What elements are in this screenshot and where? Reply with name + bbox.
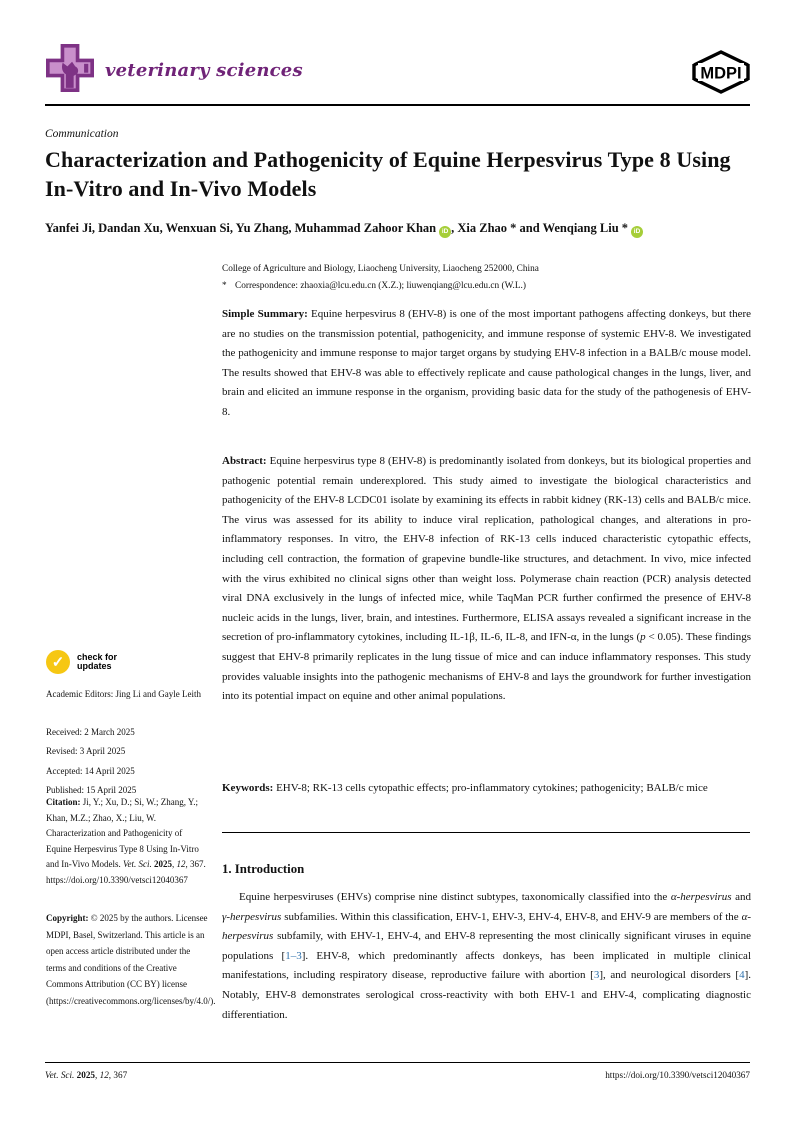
copyright-block: Copyright: © 2025 by the authors. Licensee MDPI, Basel, Switzerland. This article is an open access article distributed under the terms and conditions of the Creative Commons Attribution (CC BY) license (https://creativecommons.org/licenses/by/4.0/).: [46, 913, 216, 1006]
reference-link[interactable]: 4: [739, 969, 745, 982]
reference-link[interactable]: 3: [593, 969, 600, 982]
orcid-icon[interactable]: iD: [631, 226, 643, 238]
keywords: Keywords: EHV-8; RK-13 cells cytopathic effects; pro-inflammatory cytokines; pathogenicity; BALB/c mice: [222, 782, 708, 794]
correspondence-line: [222, 278, 751, 295]
introduction-paragraph: Equine herpesviruses (EHVs) comprise nine distinct subtypes, taxonomically classified into the α-herpesvirus and γ-herpesvirus subfamilies. Within this classification, EHV-1, EHV-3, EHV-4, EHV-8, and EHV-9 are members of the α-herpesvirus subfamily, with EHV-1, EHV-4, and EHV-8 representing the most clinically significant viruses in equine populations [1–3]. EHV-8, which predominantly affects donkeys, has been implicated in multiple clinical manifestations, including respiratory disease, reproductive failure with abortion [3], and neurological disorders [4]. Notably, EHV-8 demonstrates serological cross-reactivity with both EHV-1 and EHV-4, complicating diagnostic differentiation.: [222, 891, 752, 1021]
academic-editors: Academic Editors: Jing Li and Gayle Leith: [46, 689, 201, 699]
affiliation-block: [222, 261, 751, 295]
header-divider: [45, 104, 750, 106]
section-heading-introduction: 1. Introduction: [222, 862, 305, 876]
check-icon: ✓: [46, 650, 70, 674]
page-title: Characterization and Pathogenicity of Equine Herpesvirus Type 8 Using In-Vitro and In-Vivo Models: [45, 147, 731, 201]
citation-block: Citation: Ji, Y.; Xu, D.; Si, W.; Zhang, Y.; Khan, M.Z.; Zhao, X.; Liu, W. Characterization and Pathogenicity of Equine Herpesvirus Type 8 Using In-Vitro and In-Vivo Models. Vet. Sci. 2025, 12, 367. https://doi.org/10.3390/vetsci12040367: [46, 797, 206, 885]
authors-line: [45, 219, 753, 238]
keywords-divider: [222, 832, 750, 833]
mdpi-logo-icon: [690, 48, 752, 101]
orcid-icon[interactable]: iD: [439, 226, 451, 238]
footer: [45, 1070, 750, 1080]
footer-doi-link[interactable]: https://doi.org/10.3390/vetsci12040367: [605, 1070, 750, 1080]
article-type: Communication: [45, 128, 119, 140]
abstract: Abstract: Equine herpesvirus type 8 (EHV-8) is predominantly isolated from donkeys, but its biological properties and pathogenic potential remain underexplored. This study aimed to investigate the biological characteristics and pathogenicity of the EHV-8 LCDC01 isolate by examining its effects in rabbit kidney (RK-13) cells and BALB/c mice. The virus was assessed for its ability to induce viral replication, pathological changes, and alterations in pro-inflammatory responses. In vitro, the EHV-8 infection of RK-13 cells induced characteristic cytopathic effects, including cell contraction, the formation of grapevine bundle-like structures, and detachment. In vivo, mice infected with the virus exhibited no clinical signs other than weight loss. Polymerase chain reaction (PCR) analysis detected viral DNA exclusively in the lungs of infected mice, while TaqMan PCR further confirmed the presence of EHV-8 nucleic acids in the lungs, liver, brain, and intestines. Furthermore, ELISA assays revealed a significant increase in the secretion of pro-inflammatory cytokines, including IL-1β, IL-6, IL-8, and IFN-α, in the lungs (p < 0.05). These findings suggest that EHV-8 primarily replicates in the lung tissue of mice and can induce inflammatory responses. This study provides valuable insights into the pathogenic mechanisms of EHV-8 and lays the groundwork for further investigation into its potential impact on equine and other animal populations.: [222, 455, 751, 703]
received-date: Received: 2 March 2025: [46, 727, 135, 737]
check-for-updates-label: check for updates: [77, 651, 118, 671]
check-for-updates-badge[interactable]: [46, 650, 209, 674]
reference-link[interactable]: 1–3: [285, 949, 302, 962]
correspondence-marker: *: [222, 281, 227, 291]
published-date: Published: 15 April 2025: [46, 784, 137, 795]
svg-text:MDPI: MDPI: [700, 64, 742, 83]
simple-summary: Simple Summary: Equine herpesvirus 8 (EHV-8) is one of the most important pathogens affecting donkeys, but there are no studies on the transmission potential, pathogenicity, and immune response of systemic EHV-8. We investigated the pathogenicity and immune response to major target organs by studying EHV-8 infection in a BALB/c mouse model. The results showed that EHV-8 was able to effectively replicate and cause pathological changes in the lungs, liver, and brain and elicited an immune response in the organism, providing basic data for the study of the pathogenesis of EHV-8.: [222, 308, 751, 418]
veterinary-sciences-logo-icon: [46, 44, 94, 97]
footer-journal-reference: Vet. Sci. 2025, 12, 367: [45, 1070, 128, 1080]
footer-divider: [45, 1062, 750, 1063]
authors-part2: , Xia Zhao * and Wenqiang Liu *: [451, 221, 629, 235]
accepted-date: Accepted: 14 April 2025: [46, 765, 135, 776]
correspondence-text[interactable]: Correspondence: zhaoxia@lcu.edu.cn (X.Z.); liuwenqiang@lcu.edu.cn (W.L.): [235, 281, 526, 291]
journal-logo-block: [46, 44, 303, 97]
article-history: [46, 723, 209, 800]
authors-part1: Yanfei Ji, Dandan Xu, Wenxuan Si, Yu Zhang, Muhammad Zahoor Khan: [45, 221, 437, 235]
affiliation-line: College of Agriculture and Biology, Liaocheng University, Liaocheng 252000, China: [222, 264, 539, 274]
revised-date: Revised: 3 April 2025: [46, 746, 126, 757]
journal-name: veterinary sciences: [105, 60, 303, 81]
